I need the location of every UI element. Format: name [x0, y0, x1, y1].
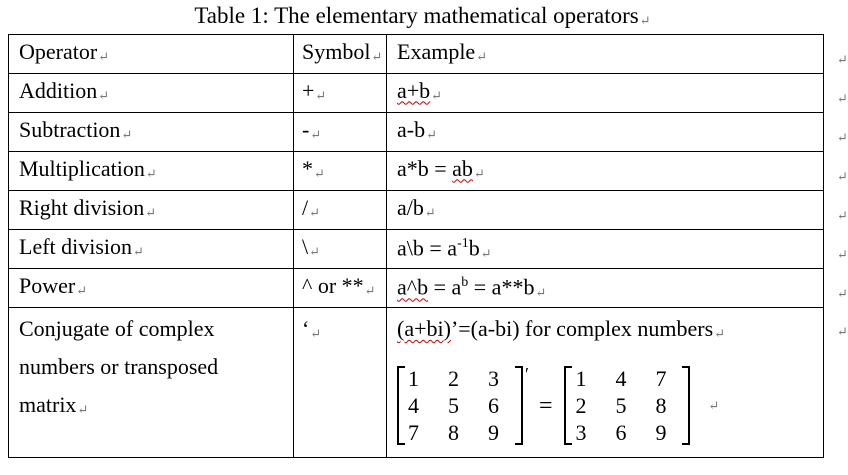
operator-cell: Conjugate of complex numbers or transposed matrix↵: [9, 308, 294, 458]
matrix-right: 1 4 7 2 5 8 3 6 9: [564, 365, 690, 446]
example-cell: a+b↵: [387, 74, 824, 113]
example-cell: a\b = $a^{-1}b↵$: [387, 230, 824, 269]
symbol-cell: ^ or **↵: [294, 269, 387, 308]
operator-cell: Addition↵: [9, 74, 294, 113]
table-row: [9, 74, 824, 113]
paragraph-mark-icon: ↵: [639, 13, 651, 28]
table-row: [9, 152, 824, 191]
operator-cell: Left division↵: [9, 230, 294, 269]
operator-cell: Right division↵: [9, 191, 294, 230]
symbol-cell: +↵: [294, 74, 387, 113]
table-row: [9, 308, 824, 458]
example-cell: a^b = $a^b$ = a**b↵: [387, 269, 824, 308]
example-cell: a*b = ab↵: [387, 152, 824, 191]
paragraph-mark-icon: ↵: [708, 397, 720, 413]
matrix-equation: [397, 365, 823, 446]
header-symbol: Symbol↵: [294, 35, 387, 74]
symbol-cell: *↵: [294, 152, 387, 191]
operators-table: [8, 34, 824, 458]
matrix-left: 1 2 3 4 5 6 7 8 9: [397, 365, 523, 446]
symbol-cell: -↵: [294, 113, 387, 152]
symbol-cell: /↵: [294, 191, 387, 230]
example-cell: a-b↵: [387, 113, 824, 152]
header-example: Example↵: [387, 35, 824, 74]
example-cell: a/b↵: [387, 191, 824, 230]
symbol-cell: ‘↵: [294, 308, 387, 458]
caption-text: Table 1: The elementary mathematical operators: [194, 3, 639, 28]
table-header-row: [9, 35, 824, 74]
symbol-cell: \↵: [294, 230, 387, 269]
operator-cell: Subtraction↵: [9, 113, 294, 152]
table-row: [9, 230, 824, 269]
equals-sign: =: [538, 392, 553, 419]
example-cell: (a+bi)’=(a-bi) for complex numbers↵ 1 2 3 4 5 6 7 8 9 ′ = 1 4 7 2 5 8 3 6 9 ↵: [387, 308, 824, 458]
table-row: [9, 269, 824, 308]
table-row: [9, 191, 824, 230]
table-caption: [0, 2, 845, 35]
table-row: [9, 113, 824, 152]
header-operator: Operator↵: [9, 35, 294, 74]
transpose-mark: ′: [525, 364, 529, 384]
operator-cell: Power↵: [9, 269, 294, 308]
operator-cell: Multiplication↵: [9, 152, 294, 191]
